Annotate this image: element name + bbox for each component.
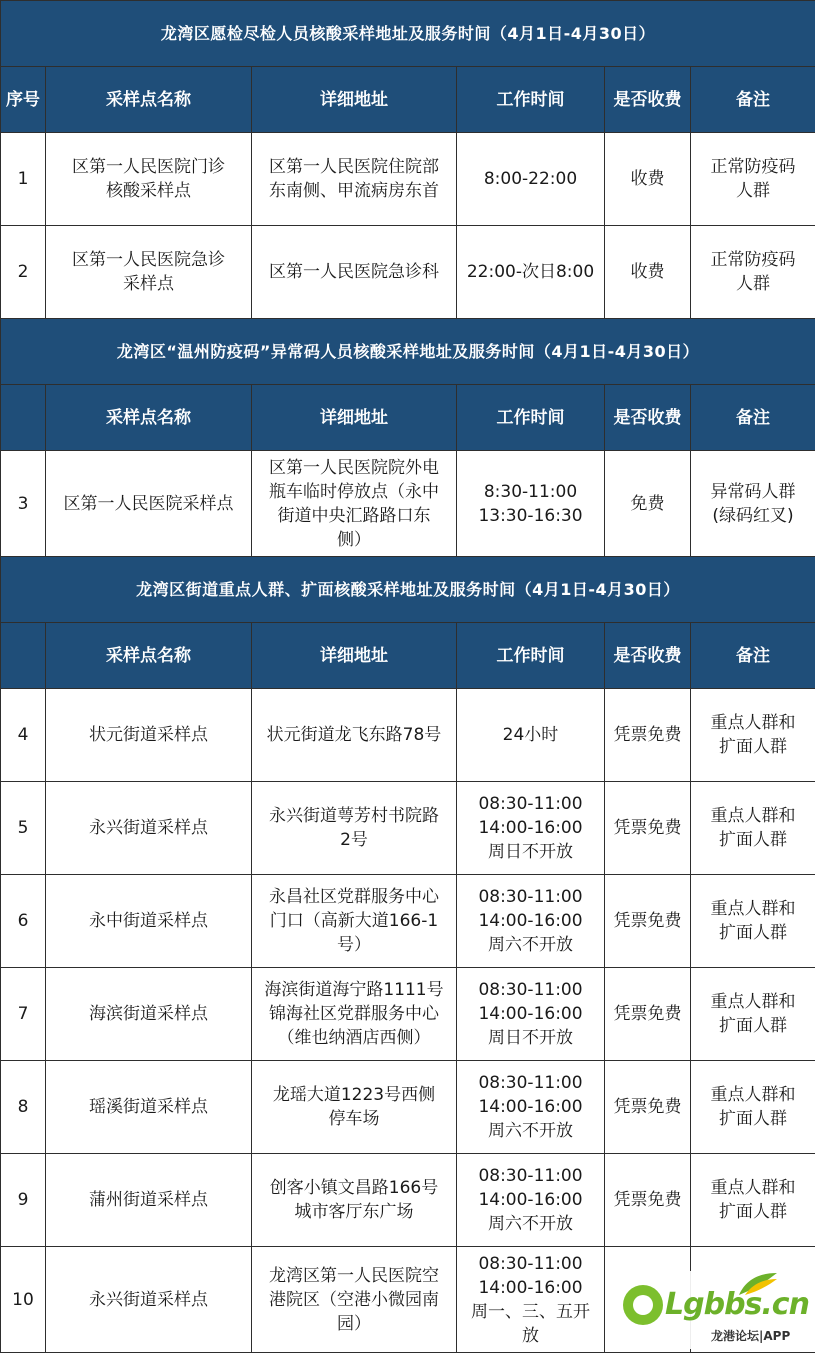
cell-hours: 08:30-11:00 14:00-16:00 周一、三、五开 放 — [457, 1247, 605, 1353]
cell-address: 永昌社区党群服务中心 门口（高新大道166-1 号） — [252, 875, 457, 968]
cell-hours: 8:30-11:00 13:30-16:30 — [457, 451, 605, 557]
cell-hours: 08:30-11:00 14:00-16:00 周日不开放 — [457, 968, 605, 1061]
cell-index: 6 — [1, 875, 46, 968]
cell-note: 重点人群和 扩面人群 — [691, 689, 815, 782]
cell-name: 永中街道采样点 — [46, 875, 252, 968]
cell-hours: 08:30-11:00 14:00-16:00 周六不开放 — [457, 1061, 605, 1154]
table-row — [1, 1154, 815, 1247]
cell-fee: 免费 — [605, 451, 691, 557]
header-note: 备注 — [691, 623, 815, 689]
header-fee: 是否收费 — [605, 67, 691, 133]
cell-note: 重点人群和 扩面人群 — [691, 875, 815, 968]
cell-note: 异常码人群 (绿码红叉) — [691, 451, 815, 557]
cell-note: 重点人群和 扩面人群 — [691, 968, 815, 1061]
table-row — [1, 689, 815, 782]
table-row — [1, 875, 815, 968]
cell-address: 海滨街道海宁路1111号 锦海社区党群服务中心 （维也纳酒店西侧） — [252, 968, 457, 1061]
cell-name: 海滨街道采样点 — [46, 968, 252, 1061]
cell-name: 状元街道采样点 — [46, 689, 252, 782]
header-row — [1, 385, 815, 451]
cell-fee: 凭票免费 — [605, 782, 691, 875]
header-address: 详细地址 — [252, 385, 457, 451]
header-name: 采样点名称 — [46, 385, 252, 451]
header-index-empty — [1, 385, 46, 451]
cell-index: 2 — [1, 226, 46, 319]
cell-address: 区第一人民医院住院部 东南侧、甲流病房东首 — [252, 133, 457, 226]
cell-fee: 凭票免费 — [605, 1154, 691, 1247]
table-row — [1, 968, 815, 1061]
watermark-brand: Lgbbs.cn — [665, 1287, 809, 1322]
cell-name: 永兴街道采样点 — [46, 782, 252, 875]
cell-address: 区第一人民医院急诊科 — [252, 226, 457, 319]
cell-address: 永兴街道萼芳村书院路 2号 — [252, 782, 457, 875]
cell-note: 重点人群和 扩面人群 — [691, 782, 815, 875]
section-title-row — [1, 1, 815, 67]
section-title: 龙湾区街道重点人群、扩面核酸采样地址及服务时间（4月1日-4月30日） — [1, 557, 815, 623]
header-index: 序号 — [1, 67, 46, 133]
header-address: 详细地址 — [252, 67, 457, 133]
cell-index: 10 — [1, 1247, 46, 1353]
cell-index: 8 — [1, 1061, 46, 1154]
cell-index: 4 — [1, 689, 46, 782]
cell-index: 5 — [1, 782, 46, 875]
cell-address: 创客小镇文昌路166号 城市客厅东广场 — [252, 1154, 457, 1247]
cell-fee: 凭票免费 — [605, 1061, 691, 1154]
cell-index: 3 — [1, 451, 46, 557]
cell-note: 重点人群和 扩面人群 — [691, 1154, 815, 1247]
cell-hours: 24小时 — [457, 689, 605, 782]
cell-name: 区第一人民医院急诊 采样点 — [46, 226, 252, 319]
header-index-empty — [1, 623, 46, 689]
cell-index: 7 — [1, 968, 46, 1061]
header-fee: 是否收费 — [605, 385, 691, 451]
table-row — [1, 451, 815, 557]
header-row — [1, 623, 815, 689]
header-row — [1, 67, 815, 133]
cell-address: 龙湾区第一人民医院空 港院区（空港小微园南 园） — [252, 1247, 457, 1353]
cell-name: 蒲州街道采样点 — [46, 1154, 252, 1247]
section-title: 龙湾区愿检尽检人员核酸采样地址及服务时间（4月1日-4月30日） — [1, 1, 815, 67]
cell-name: 永兴街道采样点 — [46, 1247, 252, 1353]
lgbbs-watermark-logo — [619, 1271, 809, 1349]
cell-note: 正常防疫码 人群 — [691, 133, 815, 226]
logo-mark-icon — [623, 1285, 663, 1325]
watermark-sub: 龙港论坛|APP — [711, 1329, 791, 1343]
cell-note: 重点人群和 扩面人群 — [691, 1061, 815, 1154]
table-row — [1, 133, 815, 226]
section-title: 龙湾区“温州防疫码”异常码人员核酸采样地址及服务时间（4月1日-4月30日） — [1, 319, 815, 385]
cell-hours: 08:30-11:00 14:00-16:00 周六不开放 — [457, 1154, 605, 1247]
header-note: 备注 — [691, 67, 815, 133]
cell-hours: 08:30-11:00 14:00-16:00 周日不开放 — [457, 782, 605, 875]
cell-index: 1 — [1, 133, 46, 226]
cell-name: 区第一人民医院门诊 核酸采样点 — [46, 133, 252, 226]
section-title-row — [1, 557, 815, 623]
cell-fee: 收费 — [605, 226, 691, 319]
cell-name: 区第一人民医院采样点 — [46, 451, 252, 557]
header-hours: 工作时间 — [457, 67, 605, 133]
header-name: 采样点名称 — [46, 623, 252, 689]
header-note: 备注 — [691, 385, 815, 451]
table-row — [1, 1061, 815, 1154]
cell-address: 龙瑶大道1223号西侧 停车场 — [252, 1061, 457, 1154]
cell-fee: 凭票免费 — [605, 875, 691, 968]
cell-hours: 8:00-22:00 — [457, 133, 605, 226]
header-fee: 是否收费 — [605, 623, 691, 689]
cell-address: 状元街道龙飞东路78号 — [252, 689, 457, 782]
section-title-row — [1, 319, 815, 385]
header-name: 采样点名称 — [46, 67, 252, 133]
cell-hours: 08:30-11:00 14:00-16:00 周六不开放 — [457, 875, 605, 968]
cell-address: 区第一人民医院院外电 瓶车临时停放点（永中 街道中央汇路路口东 侧） — [252, 451, 457, 557]
cell-fee: 收费 — [605, 133, 691, 226]
cell-name: 瑶溪街道采样点 — [46, 1061, 252, 1154]
cell-fee: 凭票免费 — [605, 689, 691, 782]
header-hours: 工作时间 — [457, 385, 605, 451]
cell-fee: 凭票免费 — [605, 968, 691, 1061]
table-row — [1, 782, 815, 875]
cell-note: 正常防疫码 人群 — [691, 226, 815, 319]
cell-index: 9 — [1, 1154, 46, 1247]
header-hours: 工作时间 — [457, 623, 605, 689]
table-row — [1, 226, 815, 319]
cell-hours: 22:00-次日8:00 — [457, 226, 605, 319]
header-address: 详细地址 — [252, 623, 457, 689]
